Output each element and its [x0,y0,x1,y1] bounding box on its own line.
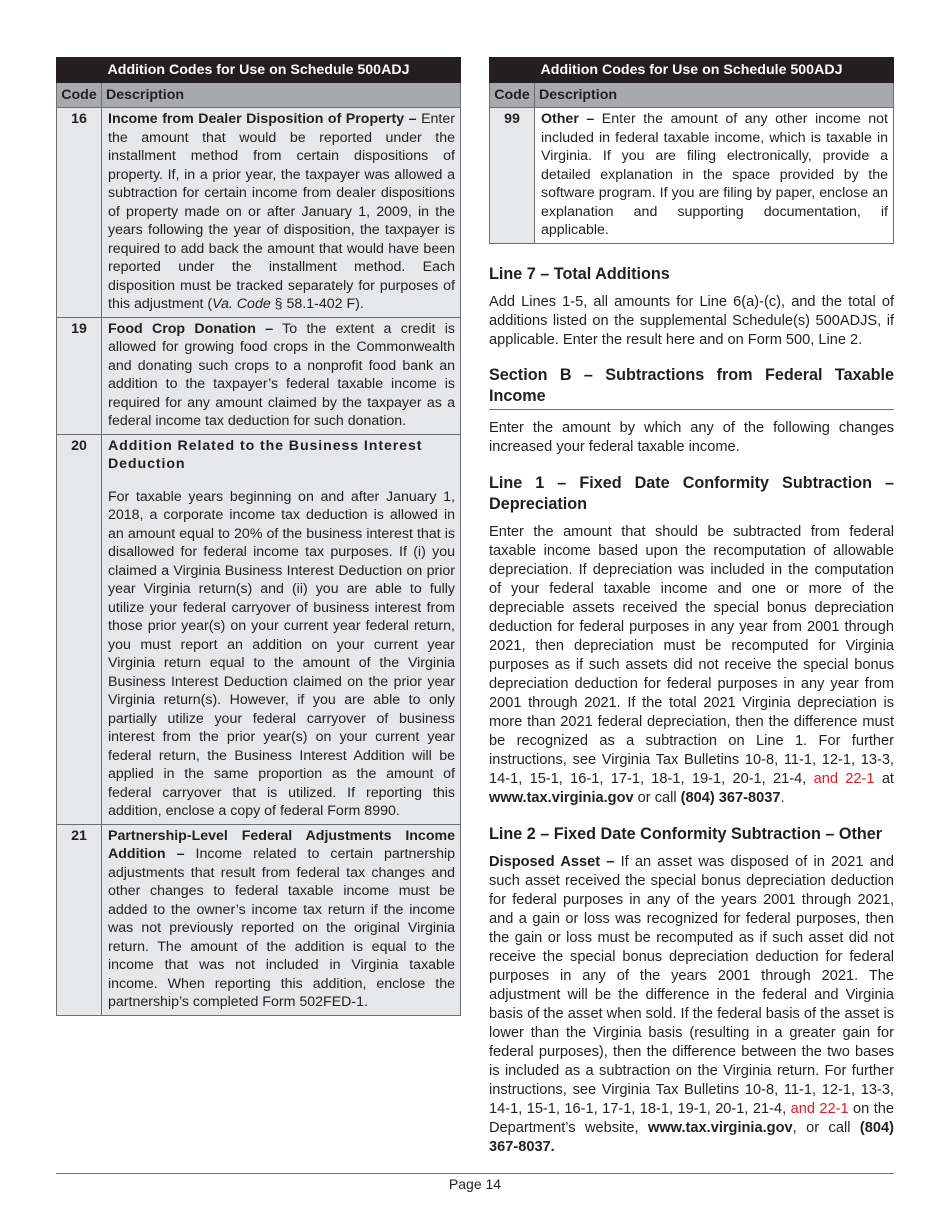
sectionB-heading: Section B – Subtractions from Federal Taxable Income [489,365,894,410]
row-heading: Food Crop Donation – [108,320,274,337]
row-body: To the extent a credit is allowed for growing food crops in the Commonwealth and donating such crops to a nonprofit food bank an addition to the taxpayer’s federal taxable income is required for any amount claimed by the taxpayer as a federal income tax deduction for such donation. [108,320,455,429]
citation-rest: § 58.1-402 F). [270,296,364,312]
description-cell [102,317,461,434]
line7-heading: Line 7 – Total Additions [489,264,670,283]
row-body: Enter the amount that would be reported under the installment method from certain dispositions of property. If, in a prior year, the taxpayer was allowed a subtraction for certain income from dealer dispositions of property made on or after January 1, 2009, in the years following the year of disposition, the taxpayer is required to add back the amount that would have been reported under the installment method. Each disposition must be tracked separately for purposes of this adjustment ( [108,111,455,312]
website-link[interactable]: www.tax.virginia.gov [489,789,634,806]
row-heading: Partnership-Level Federal Adjustments Income Addition – [108,827,455,862]
page-number: Page 14 [448,1176,502,1192]
disposed-asset-lead: Disposed Asset – [489,853,615,870]
row-body: Income related to certain partnership adjustments that result from federal tax changes and other changes to federal taxable income must be added to the owner’s income tax return if the income was not previously reported on the original Virginia return. The amount of the addition is equal to the income that was not included in Virginia taxable income. When reporting this addition, enclose the partnership’s completed Form 502FED-1. [108,846,455,1010]
table-title: Addition Codes for Use on Schedule 500ADJ [490,58,894,83]
footer-rule [56,1173,894,1174]
line1-heading: Line 1 – Fixed Date Conformity Subtraction – Depreciation [489,473,894,513]
code-cell: 20 [57,434,102,824]
citation-italic: Va. Code [212,296,271,312]
addition-codes-table-right [489,57,894,244]
phone-number: (804) 367-8037 [680,789,781,806]
code-cell: 21 [57,824,102,1015]
table-row [57,434,461,824]
line2-heading: Line 2 – Fixed Date Conformity Subtraction – Other [489,824,883,843]
table-row [57,824,461,1015]
sectionB-body: Enter the amount by which any of the following changes increased your federal taxable income. [489,419,894,455]
row-heading: Addition Related to the Business Interest Deduction [108,437,423,472]
description-column-header: Description [535,83,894,108]
description-cell [102,824,461,1015]
code-column-header: Code [57,83,102,108]
red-bulletin-ref: and 22-1 [790,1100,849,1117]
row-body: Enter the amount of any other income not included in federal taxable income, which is taxable in Virginia. If you are filing electronically, provide a detailed explanation in the space provided by the software program. If you are filing by paper, enclose an explanation and supporting documentation, if applicable. [541,111,888,238]
table-row [57,317,461,434]
addition-codes-table-left [56,57,461,1016]
line1-body: Enter the amount that should be subtracted from federal taxable income based upon the recomputation of allowable depreciation. If depreciation was included in the computation of your federal taxable income and one or more of the depreciable assets received the special bonus depreciation deduction for federal purposes in any year from 2001 through 2021, then depreciation must be recomputed for Virginia purposes as if such assets did not receive the special bonus depreciation deduction for federal purposes in any year from 2001 through 2021. If the total 2021 Virginia depreciation is more than 2021 federal depreciation, then the difference must be recognized as a subtraction on Line 1. For further instructions, see Virginia Tax Bulletins 10-8, 11-1, 12-1, 13-3, 14-1, 15-1, 16-1, 17-1, 18-1, 19-1, 20-1, 21-4, and 22-1 at www.tax.virginia.gov or call (804) 367-8037. [489,523,894,806]
code-cell: 19 [57,317,102,434]
table-row [57,108,461,318]
code-cell: 16 [57,108,102,318]
line2-body: Disposed Asset – If an asset was disposed of in 2021 and such asset received the special bonus depreciation deduction for federal purposes in any of the years 2001 through 2021, and a gain or loss was recognized for federal purposes, then the gain or loss must be recomputed as if such asset did not receive the special bonus depreciation deduction for federal purposes in any of the years 2001 through 2021. The adjustment will be the difference in the federal and Virginia basis of the asset when sold. If the federal basis of the asset is lower than the Virginia basis (resulting in a greater gain for federal purposes), then the difference between the two bases is included as a subtraction on the Virginia return. For further instructions, see Virginia Tax Bulletins 10-8, 11-1, 12-1, 13-3, 14-1, 15-1, 16-1, 17-1, 18-1, 19-1, 20-1, 21-4, and 22-1 on the Department’s website, www.tax.virginia.gov, or call (804) 367-8037. [489,853,894,1155]
description-column-header: Description [102,83,461,108]
description-cell [102,108,461,318]
code-cell: 99 [490,108,535,244]
line7-body: Add Lines 1-5, all amounts for Line 6(a)-(c), and the total of additions listed on the supplemental Schedule(s) 500ADJS, if applicable. Enter the result here and on Form 500, Line 2. [489,293,894,348]
row-heading: Other – [541,111,595,127]
description-cell [535,108,894,244]
code-column-header: Code [490,83,535,108]
table-title: Addition Codes for Use on Schedule 500ADJ [57,58,461,83]
table-row [490,108,894,244]
description-cell [102,434,461,824]
row-body: For taxable years beginning on and after January 1, 2018, a corporate income tax deduction is allowed in an amount equal to 20% of the business interest that is disallowed for federal income tax purposes. If (i) you claimed a Virginia Business Interest Deduction on prior year Virginia return(s) and (ii) you are able to fully utilize your federal carryover of business interest from those prior year(s) on your current year federal return, you must report an addition on your current year Virginia return equal to the amount of the Virginia Business Interest Deduction claimed on the prior year Virginia return(s). However, if you are able to only partially utilize your federal carryover of business interest from the prior year(s) on your current year federal return, the Business Interest Addition will be applied in the same proportion as the amount of federal carryover that is utilized. If reporting this addition, enclose a copy of federal Form 8990. [108,488,455,819]
website-link[interactable]: www.tax.virginia.gov [647,1119,793,1136]
row-heading: Income from Dealer Disposition of Property – [108,111,417,127]
right-column [489,57,894,1157]
left-column [56,57,461,1016]
phone-number: (804) 367-8037. [489,1119,894,1155]
red-bulletin-ref: and 22-1 [813,770,875,787]
